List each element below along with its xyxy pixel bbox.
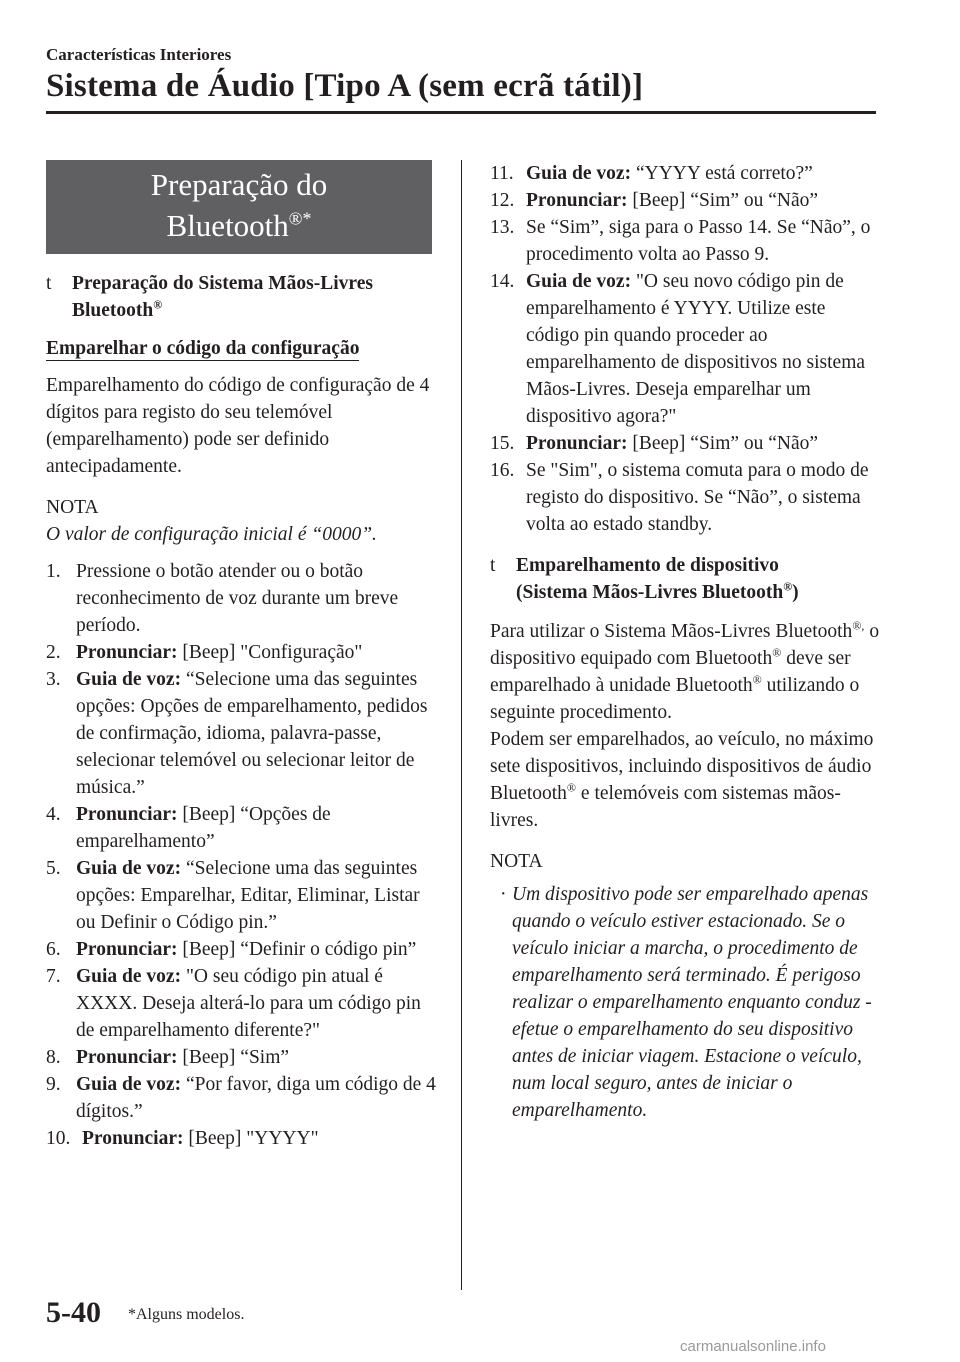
subsection-1-line1: Preparação do Sistema Mãos-Livres: [72, 273, 373, 294]
list-item: 13. Se “Sim”, siga para o Passo 14. Se “Não”, o procedimento volta ao Passo 9.: [490, 217, 871, 265]
list-item: 14. Guia de voz: "O seu novo código pin de emparelhamento é YYYY. Utilize este código pin quando proceder ao emparelhamento de dispositivos no sistema Mãos-Livres. Deseja emparelhar um dispositivo agora?": [490, 271, 866, 427]
list-item: 2. Pronunciar: [Beep] "Configuração": [46, 642, 363, 663]
subsection-marker-icon: t: [490, 555, 496, 576]
list-item: 6. Pronunciar: [Beep] “Definir o código pin”: [46, 939, 417, 960]
page-title: Sistema de Áudio [Tipo A (sem ecrã tátil)]: [46, 68, 644, 104]
subsection-2-line2: (Sistema Mãos-Livres Bluetooth: [516, 582, 784, 603]
list-item: 15. Pronunciar: [Beep] “Sim” ou “Não”: [490, 433, 819, 454]
steps-list-right: [490, 160, 880, 538]
footer-note: *Alguns modelos.: [128, 1306, 245, 1323]
subsection-heading-2: [490, 552, 880, 606]
note-bullet-text: Um dispositivo pode ser emparelhado apenas quando o veículo estiver estacionado. Se o veículo iniciar a marcha, o procedimento de emparelhamento será terminado. É perigoso realizar o emparelhamento enquanto conduz - efetue o emparelhamento do seu dispositivo antes de iniciar viagem. Estacione o veículo, num local seguro, antes de iniciar o emparelhamento.: [512, 884, 872, 1121]
pairing-paragraph-1: Para utilizar o Sistema Mãos-Livres Bluetooth®, o dispositivo equipado com Bluetooth® deve ser emparelhado à unidade Bluetooth® utilizando o seguinte procedimento.: [490, 618, 880, 723]
note-label: NOTA: [46, 497, 99, 518]
left-column: [46, 160, 441, 1152]
section-title-box: [46, 160, 432, 254]
note-bullet: [490, 881, 880, 1124]
list-item: 11. Guia de voz: “YYYY está correto?”: [490, 163, 813, 184]
list-item: 1. Pressione o botão atender ou o botão reconhecimento de voz durante um breve período.: [46, 561, 399, 636]
subsection-2-end: ): [792, 582, 799, 603]
list-item: 8. Pronunciar: [Beep] “Sim”: [46, 1047, 290, 1068]
list-item: 9. Guia de voz: “Por favor, diga um código de 4 dígitos.”: [46, 1074, 436, 1122]
subsection-marker-icon: t: [46, 273, 52, 294]
steps-list-left: [46, 558, 441, 1152]
list-item: 12. Pronunciar: [Beep] “Sim” ou “Não”: [490, 190, 819, 211]
header-rule: [46, 111, 876, 114]
list-item: 3. Guia de voz: “Selecione uma das seguintes opções: Opções de emparelhamento, pedidos de confirmação, idioma, palavra-passe, selecionar telemóvel ou selecionar leitor de música.”: [46, 669, 428, 798]
note-label: NOTA: [490, 851, 543, 872]
bullet-dot-icon: ·: [500, 884, 507, 905]
subsection-1-line2: Bluetooth: [72, 300, 154, 321]
underlined-heading: Emparelhar o código da configuração: [46, 338, 360, 359]
subsection-2-sup: ®: [783, 579, 793, 594]
list-item: 5. Guia de voz: “Selecione uma das seguintes opções: Emparelhar, Editar, Eliminar, Listar ou Definir o Código pin.”: [46, 858, 420, 933]
subsection-1-sup: ®: [153, 297, 163, 312]
subsection-heading-1: [46, 270, 441, 324]
page-number: 5-40: [46, 1296, 101, 1329]
list-item: 10. Pronunciar: [Beep] "YYYY": [46, 1128, 319, 1149]
intro-paragraph: Emparelhamento do código de configuração de 4 dígitos para registo do seu telemóvel (emparelhamento) pode ser definido antecipadamente.: [46, 375, 430, 477]
section-title-sup: ®*: [288, 208, 312, 229]
section-label: Características Interiores: [46, 45, 232, 64]
section-title-line1: Preparação do: [150, 167, 328, 202]
watermark: carmanualsonline.info: [680, 1338, 826, 1355]
list-item: 7. Guia de voz: "O seu código pin atual é XXXX. Deseja alterá-lo para um código pin de emparelhamento diferente?": [46, 966, 421, 1041]
subsection-2-line1: Emparelhamento de dispositivo: [516, 555, 779, 576]
right-column: [490, 160, 880, 1124]
list-item: 4. Pronunciar: [Beep] “Opções de emparelhamento”: [46, 804, 331, 852]
pairing-paragraph-2: Podem ser emparelhados, ao veículo, no máximo sete dispositivos, incluindo dispositivos de áudio Bluetooth® e telemóveis com sistemas mãos-livres.: [490, 729, 874, 831]
note-text: O valor de configuração inicial é “0000”.: [46, 524, 377, 545]
column-divider: [461, 160, 462, 1290]
section-title-line2: Bluetooth: [166, 208, 289, 243]
list-item: 16. Se "Sim", o sistema comuta para o modo de registo do dispositivo. Se “Não”, o sistema volta ao estado standby.: [490, 460, 869, 535]
